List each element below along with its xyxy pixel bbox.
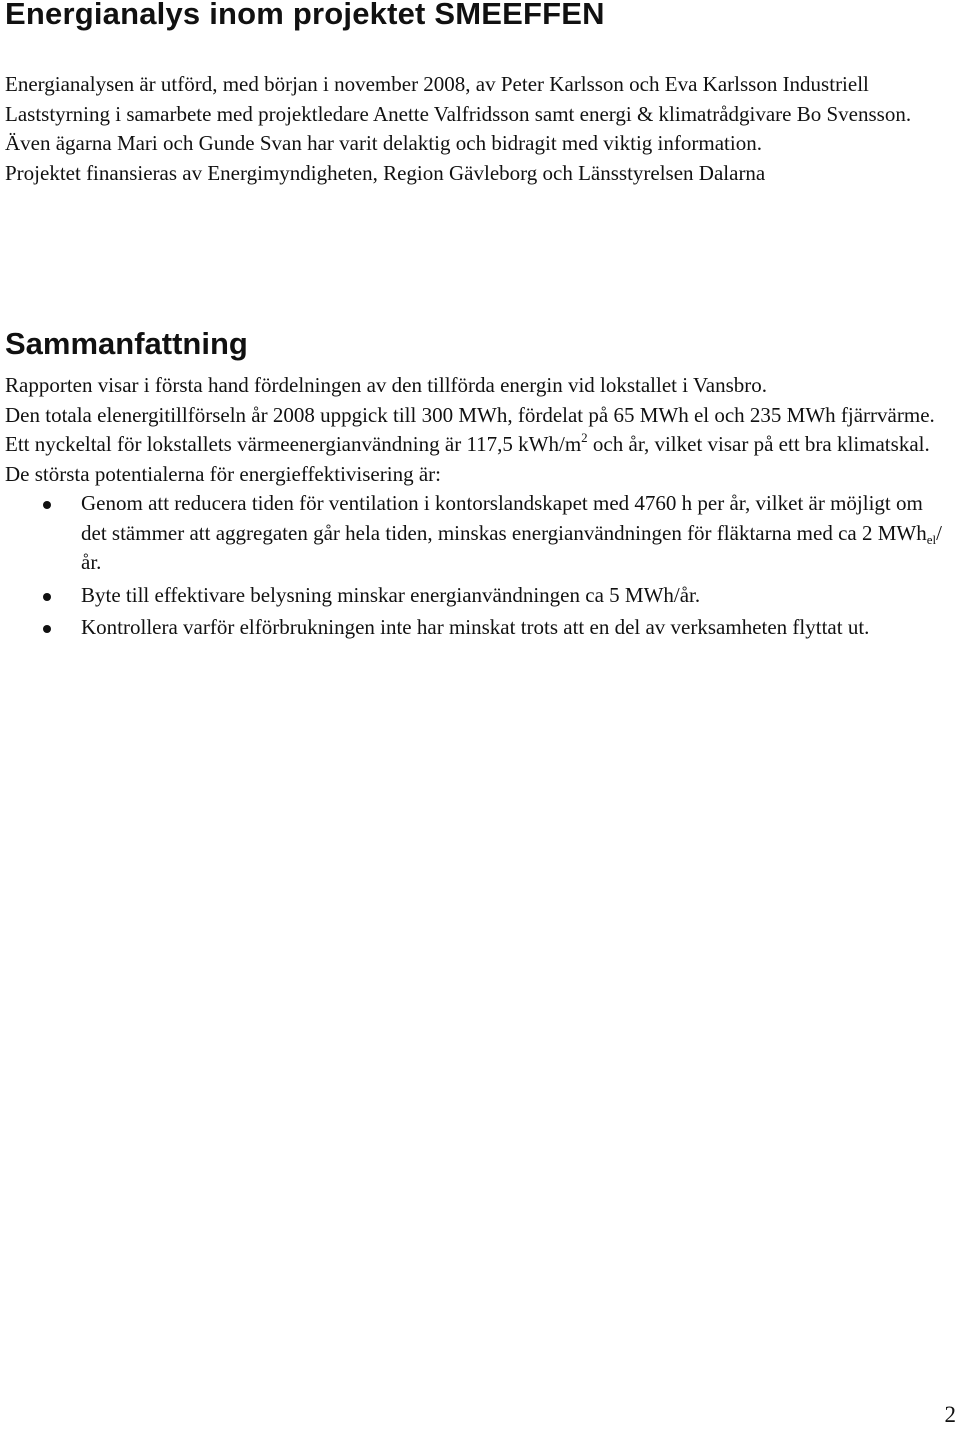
summary-paragraph-distribution: Rapporten visar i första hand fördelningen av den tillförda energin vid lokstallet i Vansbro. [5, 373, 768, 397]
page-number: 2 [944, 1402, 956, 1427]
bullet-icon [43, 593, 51, 601]
summary-paragraph-total-energy: Den totala elenergitillförseln år 2008 uppgick till 300 MWh, fördelat på 65 MWh el och 235 MWh fjärrvärme. [5, 402, 935, 427]
intro-paragraph-authors: Energianalysen är utförd, med början i november 2008, av Peter Karlsson och Eva Karlsson Industriell Laststyrning i samarbete med projektledare Anette Valfridsson samt energi & klimatrådgivare Bo Svensson. [5, 72, 912, 126]
potentials-list [5, 489, 953, 643]
summary-heading: Sammanfattning [5, 326, 248, 361]
summary-paragraph-key-figure: Ett nyckeltal för lokstallets värmeenergianvändning är 117,5 kWh/$m^2$ och år, vilket visar på ett bra klimatskal. [5, 430, 930, 456]
intro-section [5, 70, 953, 188]
list-item: Byte till effektivare belysning minskar energianvändningen ca 5 MWh/år. [5, 581, 953, 611]
bullet-icon [43, 625, 51, 633]
list-item: Kontrollera varför elförbrukningen inte har minskat trots att en del av verksamheten flyttat ut. [5, 613, 953, 643]
summary-section [5, 371, 953, 646]
intro-paragraph-funding: Projektet finansieras av Energimyndigheten, Region Gävleborg och Länsstyrelsen Dalarna [5, 160, 766, 185]
summary-paragraph-potentials: De största potentialerna för energieffektivisering är: [5, 461, 441, 486]
list-item: Genom att reducera tiden för ventilation i kontorslandskapet med 4760 h per år, vilket är möjligt om det stämmer att aggregaten går hela tiden, minskas energianvändningen för fläktarna med ca 2 MWh$_{el}$/år. [5, 489, 953, 578]
intro-paragraph-owners: Även ägarna Mari och Gunde Svan har varit delaktig och bidragit med viktig information. [5, 131, 762, 155]
document-title: Energianalys inom projektet SMEEFFEN [5, 0, 605, 31]
bullet-icon [43, 501, 51, 509]
